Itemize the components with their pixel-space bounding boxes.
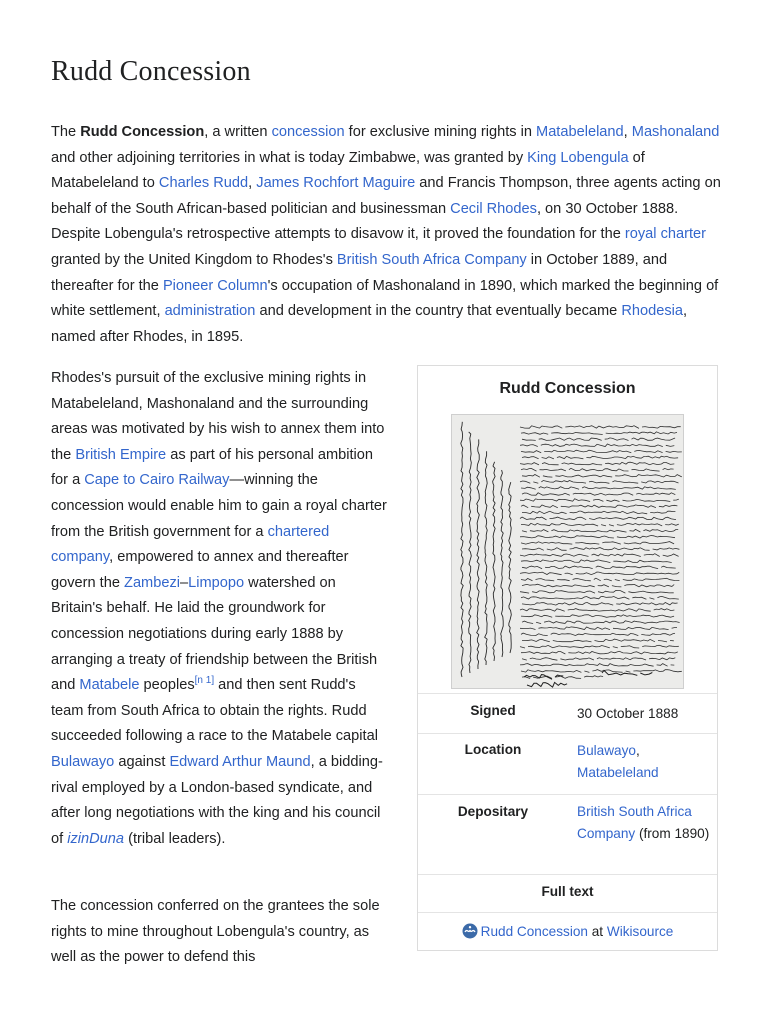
text: against bbox=[114, 753, 170, 770]
text: , a written bbox=[204, 124, 272, 140]
text: , empowered to annex and thereafter govern the bbox=[51, 549, 349, 591]
wikisource-icon bbox=[462, 923, 478, 939]
link-pioneer-column[interactable]: Pioneer Column bbox=[162, 277, 268, 294]
location-label: Location bbox=[464, 742, 522, 757]
link-concession[interactable]: concession bbox=[271, 124, 345, 140]
text: at bbox=[587, 924, 607, 939]
link-depositary-bsac[interactable]: British South Africa Company bbox=[577, 804, 692, 841]
link-bsac[interactable]: British South Africa Company bbox=[336, 251, 527, 268]
link-british-empire[interactable]: British Empire bbox=[75, 446, 167, 463]
infobox-title: Rudd Concession bbox=[499, 380, 636, 397]
text: (from 1890) bbox=[635, 826, 710, 841]
link-king-lobengula[interactable]: King Lobengula bbox=[527, 149, 629, 166]
text: and development in the country that eventually became bbox=[255, 303, 622, 320]
infobox bbox=[417, 365, 718, 951]
signed-label: Signed bbox=[470, 703, 516, 718]
link-royal-charter[interactable]: royal charter bbox=[624, 226, 707, 243]
text: , bbox=[623, 124, 632, 140]
text: , named after Rhodes, in 1895. bbox=[51, 303, 688, 345]
text: , a bidding-rival employed by a London-based syndicate, and after long negotiations with the king and his council of bbox=[51, 753, 383, 847]
text: , bbox=[635, 743, 640, 758]
text: The concession conferred on the grantees the sole rights to mine throughout Lobengula's country, as well as the power to defend this bbox=[51, 898, 380, 966]
handwritten-document-icon bbox=[452, 415, 684, 689]
link-cape-to-cairo[interactable]: Cape to Cairo Railway bbox=[84, 472, 230, 489]
infobox-row-signed bbox=[418, 693, 717, 733]
link-rhodesia[interactable]: Rhodesia bbox=[621, 303, 683, 320]
infobox-row-fulltext bbox=[418, 874, 717, 912]
text: —winning the concession would enable him to gain a royal charter from the British government for a bbox=[51, 472, 387, 540]
concession-document-image[interactable] bbox=[451, 414, 684, 689]
signed-value: 30 October 1888 bbox=[577, 706, 679, 721]
text: granted by the United Kingdom to Rhodes's bbox=[51, 251, 337, 268]
link-charles-rudd[interactable]: Charles Rudd bbox=[158, 175, 249, 192]
wikisource-line bbox=[418, 923, 717, 939]
link-location-bulawayo[interactable]: Bulawayo bbox=[577, 743, 636, 758]
link-bulawayo[interactable]: Bulawayo bbox=[51, 753, 115, 770]
link-location-matabeleland[interactable]: Matabeleland bbox=[577, 765, 659, 780]
text: The bbox=[51, 124, 81, 140]
link-izinduna[interactable]: izinDuna bbox=[67, 830, 125, 847]
text: and Francis Thompson, three agents acting on behalf of the South African-based politician and businessman bbox=[51, 175, 721, 217]
footnote-n1[interactable]: [n 1] bbox=[194, 675, 215, 687]
fulltext-heading: Full text bbox=[541, 884, 594, 899]
body-paragraph-3 bbox=[51, 894, 391, 971]
text: watershed on Britain's behalf. He laid the groundwork for concession negotiations during early 1888 by arranging a treaty of friendship between the British and bbox=[51, 574, 378, 694]
link-maguire[interactable]: James Rochfort Maguire bbox=[256, 175, 416, 192]
link-wikisource[interactable]: Wikisource bbox=[606, 924, 674, 939]
bold-term: Rudd Concession bbox=[80, 124, 205, 140]
link-cecil-rhodes[interactable]: Cecil Rhodes bbox=[450, 200, 537, 217]
infobox-row-wikisource bbox=[418, 912, 717, 952]
link-mashonaland[interactable]: Mashonaland bbox=[631, 124, 720, 140]
link-edward-maund[interactable]: Edward Arthur Maund bbox=[169, 753, 311, 770]
text: Rhodes's pursuit of the exclusive mining rights in Matabeleland, Mashonaland and the surrounding areas was motivated by his wish to annex them into the bbox=[51, 370, 385, 463]
text: 's occupation of Mashonaland in 1890, which marked the beginning of white settlement, bbox=[51, 277, 719, 320]
text: , bbox=[248, 175, 257, 192]
text: , on 30 October 1888. Despite Lobengula's retrospective attempts to disavow it, it proved the foundation for the bbox=[51, 200, 679, 243]
text: as part of his personal ambition for a bbox=[51, 446, 374, 489]
depositary-label: Depositary bbox=[457, 804, 529, 819]
link-chartered-company[interactable]: chartered company bbox=[51, 523, 330, 566]
link-limpopo[interactable]: Limpopo bbox=[188, 574, 245, 591]
text: in October 1889, and thereafter for the bbox=[51, 251, 668, 294]
infobox-row-location bbox=[418, 733, 717, 794]
infobox-row-depositary bbox=[418, 794, 717, 874]
link-zambezi[interactable]: Zambezi bbox=[124, 574, 180, 591]
text: of Matabeleland to bbox=[51, 149, 645, 192]
link-matabele[interactable]: Matabele bbox=[79, 677, 140, 694]
text: and other adjoining territories in what is today Zimbabwe, was granted by bbox=[51, 149, 528, 166]
depositary-value bbox=[577, 801, 712, 845]
text: for exclusive mining rights in bbox=[344, 124, 537, 140]
location-value bbox=[577, 740, 712, 784]
text: – bbox=[180, 574, 189, 591]
body-paragraph-2 bbox=[51, 366, 391, 852]
link-administration[interactable]: administration bbox=[164, 303, 256, 320]
link-wikisource-rudd[interactable]: Rudd Concession bbox=[480, 924, 588, 939]
page-title: Rudd Concession bbox=[51, 56, 251, 87]
text: and then sent Rudd's team from South Africa to obtain the rights. Rudd succeeded following a race to the Matabele capital bbox=[51, 677, 378, 745]
text: peoples bbox=[139, 677, 195, 694]
text: (tribal leaders). bbox=[124, 830, 226, 847]
link-matabeleland[interactable]: Matabeleland bbox=[536, 124, 624, 140]
intro-paragraph bbox=[51, 120, 721, 350]
